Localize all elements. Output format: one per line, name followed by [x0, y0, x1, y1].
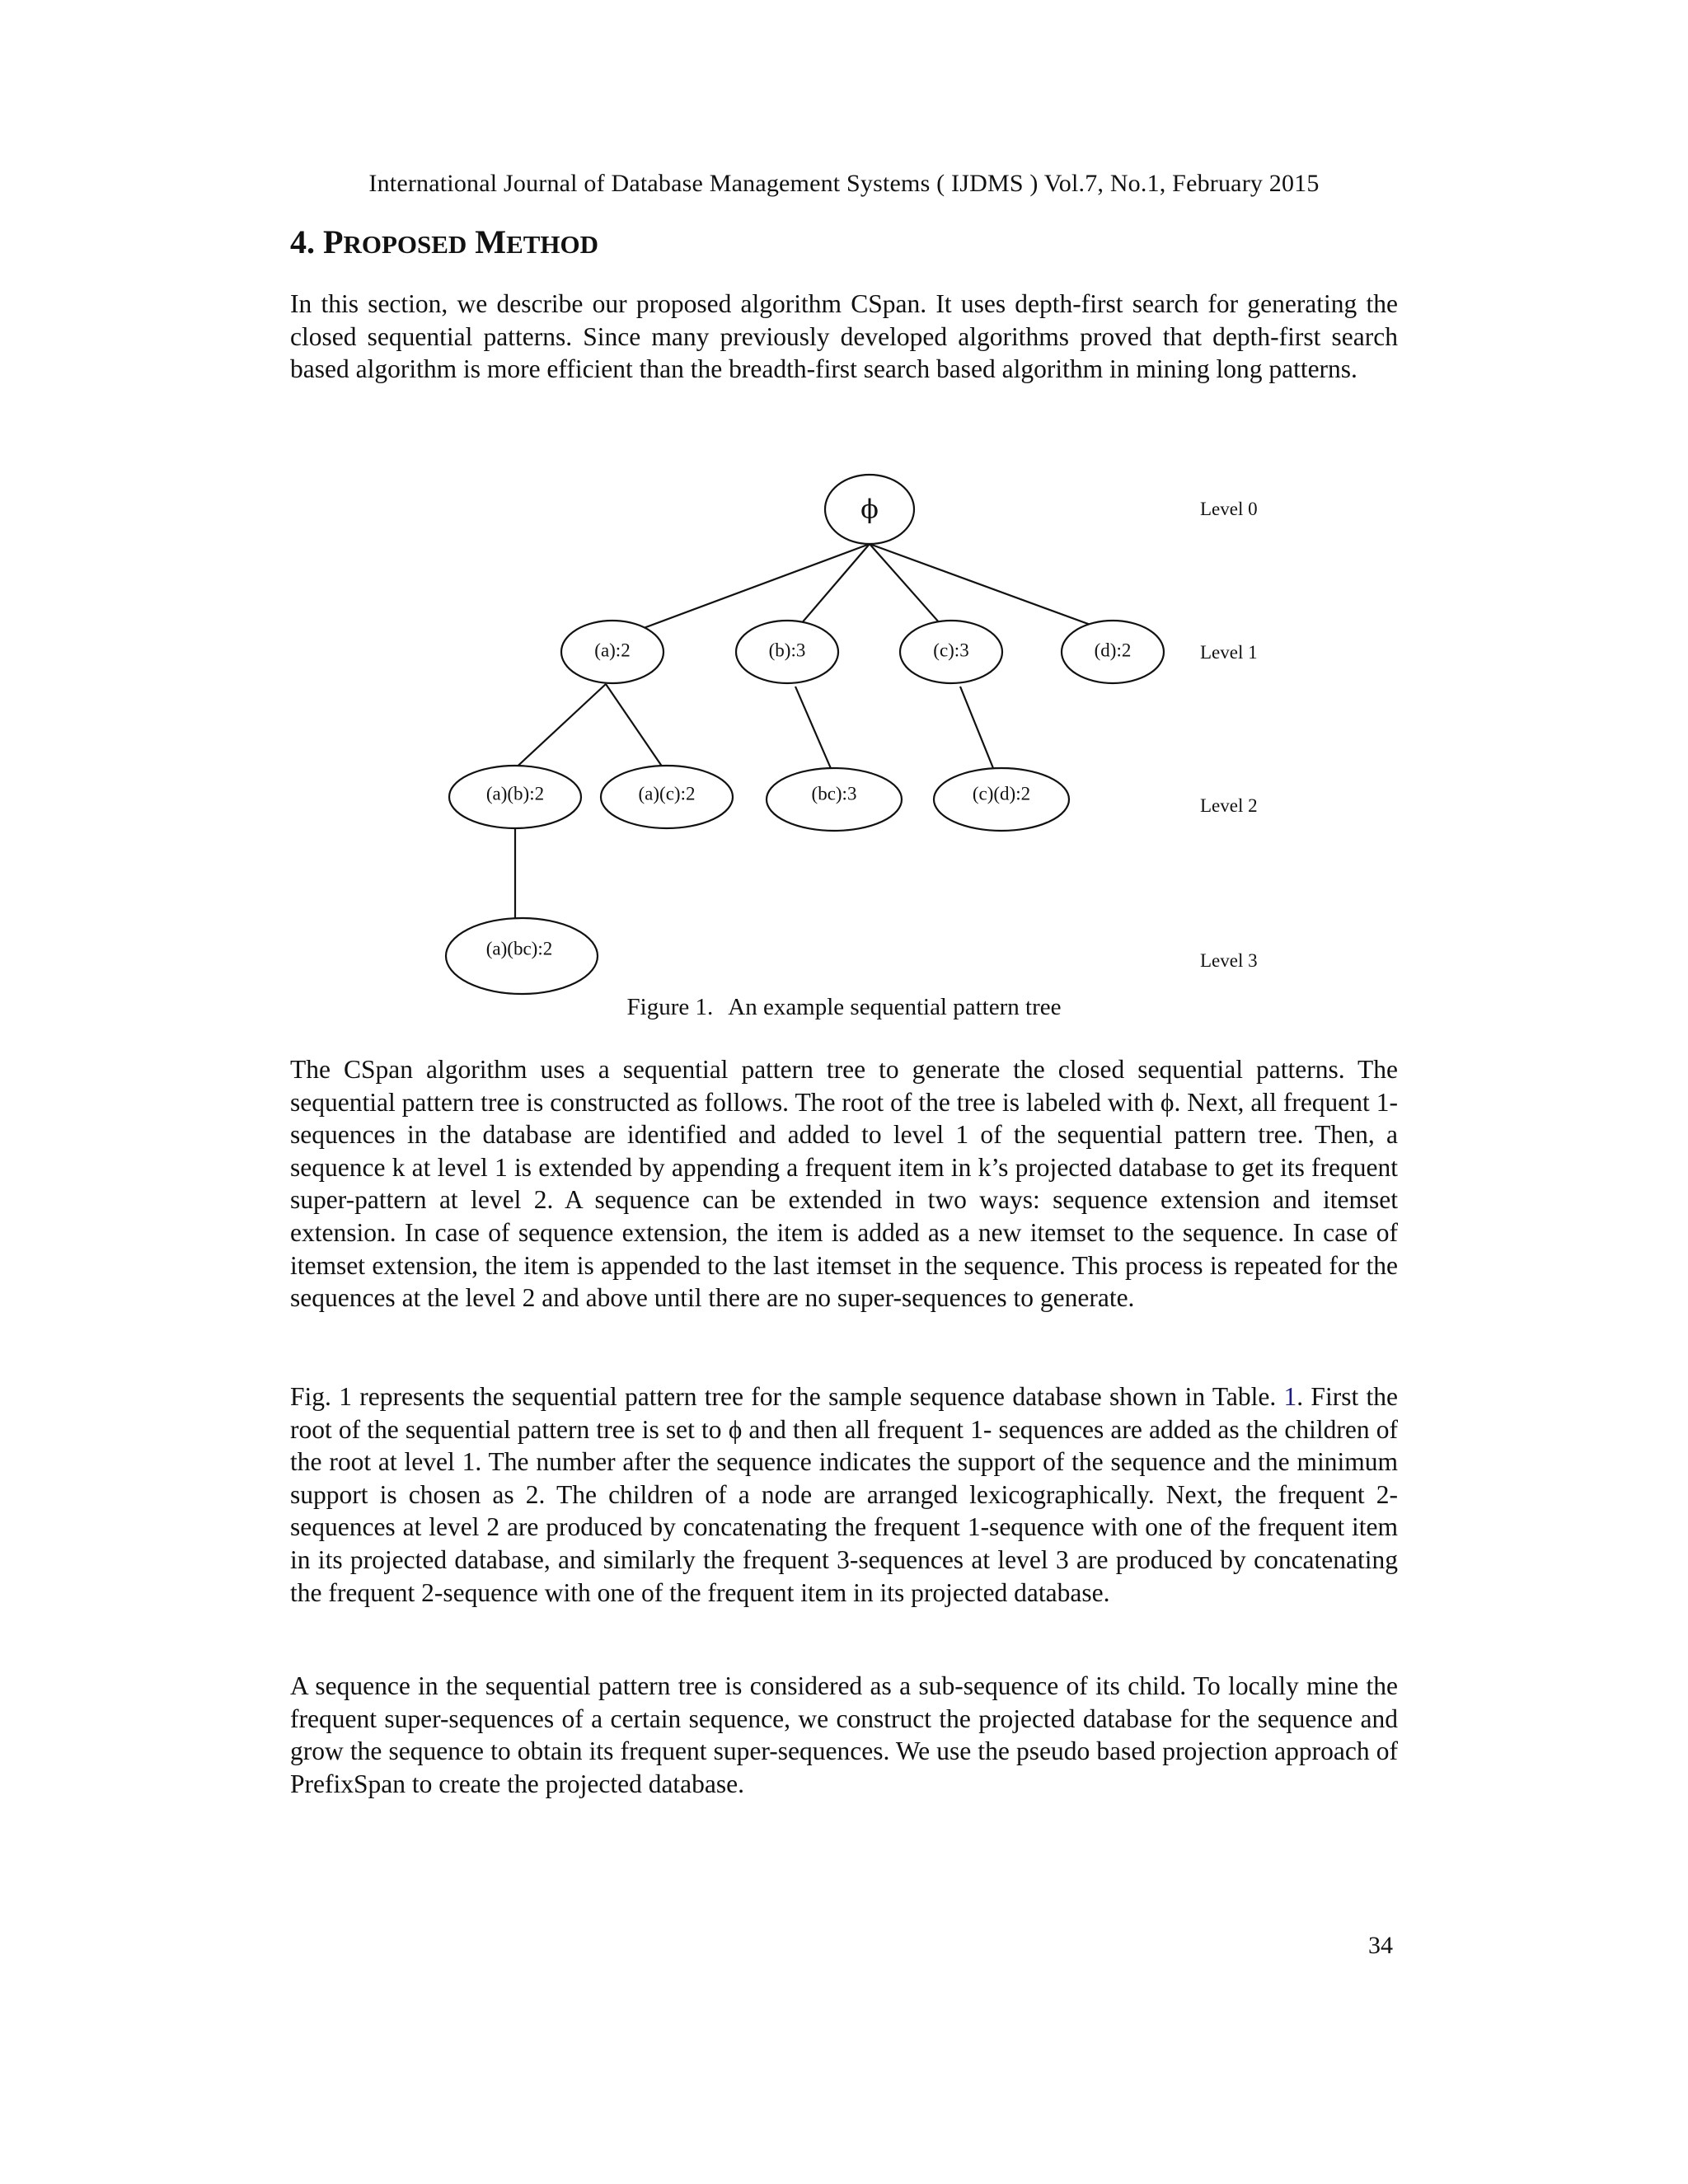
node-c-label: (c):3: [933, 640, 969, 661]
edge-root-d: [870, 544, 1106, 630]
paragraph-3: [290, 1380, 1398, 1609]
caption-number: Figure 1.: [626, 994, 714, 1020]
node-d-label: (d):2: [1094, 640, 1132, 661]
edge-root-c: [870, 544, 946, 630]
paragraph-3-part-a: Fig. 1 represents the sequential pattern tree for the sample sequence database shown in Table.: [290, 1382, 1277, 1411]
running-header: International Journal of Database Management Systems ( IJDMS ) Vol.7, No.1, February 2015: [368, 170, 1320, 197]
section-heading: [290, 223, 598, 261]
node-bc-label: (bc):3: [811, 783, 857, 804]
caption-text: An example sequential pattern tree: [728, 994, 1062, 1020]
edge-a-ac: [606, 684, 666, 772]
node-cd-label: (c)(d):2: [972, 783, 1031, 804]
tree-nodes: [446, 475, 1164, 994]
edge-c-cd: [960, 687, 995, 772]
table-reference-link[interactable]: 1: [1283, 1382, 1297, 1411]
tree-diagram: [0, 457, 1688, 1051]
sequential-pattern-tree-figure: [0, 457, 1688, 1051]
tree-edges: [511, 544, 1106, 919]
edge-b-bc: [795, 687, 832, 772]
page-number: 34: [1368, 1932, 1393, 1959]
heading-word2-rest: ETHOD: [506, 230, 599, 259]
node-b-label: (b):3: [768, 640, 806, 661]
level-1-label: Level 1: [1200, 642, 1258, 663]
level-2-label: Level 2: [1200, 795, 1258, 816]
node-ab-label: (a)(b):2: [485, 783, 545, 804]
node-ac-label: (a)(c):2: [638, 783, 696, 804]
level-0-label: Level 0: [1200, 499, 1258, 519]
figure-caption: [0, 994, 1688, 1021]
node-root-label: ϕ: [860, 493, 879, 525]
paragraph-4: A sequence in the sequential pattern tree is considered as a sub-sequence of its child. To locally mine the frequent super-sequences of a certain sequence, we construct the projected database for the sequence and grow the sequence to obtain its frequent super-sequences. We use the pseudo based projection approach of PrefixSpan to create the projected database.: [290, 1671, 1398, 1798]
level-3-label: Level 3: [1200, 950, 1258, 971]
heading-word1-cap: P: [323, 223, 344, 260]
heading-word2-cap: M: [475, 223, 507, 260]
node-abc-label: (a)(bc):2: [485, 938, 553, 959]
intro-paragraph: In this section, we describe our proposed algorithm CSpan. It uses depth-first search for generating the closed sequential patterns. Since many previously developed algorithms proved that depth-first search based algorithm is more efficient than the breadth-first search based algorithm in mining long patterns.: [290, 289, 1398, 384]
paragraph-2: The CSpan algorithm uses a sequential pattern tree to generate the closed sequential patterns. The sequential pattern tree is constructed as follows. The root of the tree is labeled with ϕ. Next, all frequent 1-sequences in the database are identified and added to level 1 of the sequential pattern tree. Then, a sequence k at level 1 is extended by appending a frequent item in k’s projected database to get its frequent super-pattern at level 2. A sequence can be extended in two ways: sequence extension and itemset extension. In case of sequence extension, the item is added as a new itemset to the sequence. In case of itemset extension, the item is appended to the last itemset in the sequence. This process is repeated for the sequences at the level 2 and above until there are no super-sequences to generate.: [290, 1055, 1398, 1313]
edge-a-ab: [511, 684, 606, 772]
edge-root-a: [637, 544, 870, 630]
paragraph-3-part-b: . First the root of the sequential pattern tree is set to ϕ and then all frequent 1- sequences are added as the children of the root at level 1. The number after the sequence indicates the support of the sequence and the minimum support is chosen as 2. The children of a node are arranged lexicographically. Next, the frequent 2-sequences at level 2 are produced by concatenating the frequent 1-sequence with one of the frequent item in its projected database, and similarly the frequent 3-sequences at level 3 are produced by concatenating the frequent 2-sequence with one of the frequent item in its projected database.: [290, 1382, 1398, 1607]
node-a-label: (a):2: [594, 640, 631, 661]
heading-word1-rest: ROPOSED: [343, 230, 467, 259]
section-number: 4.: [290, 223, 315, 260]
